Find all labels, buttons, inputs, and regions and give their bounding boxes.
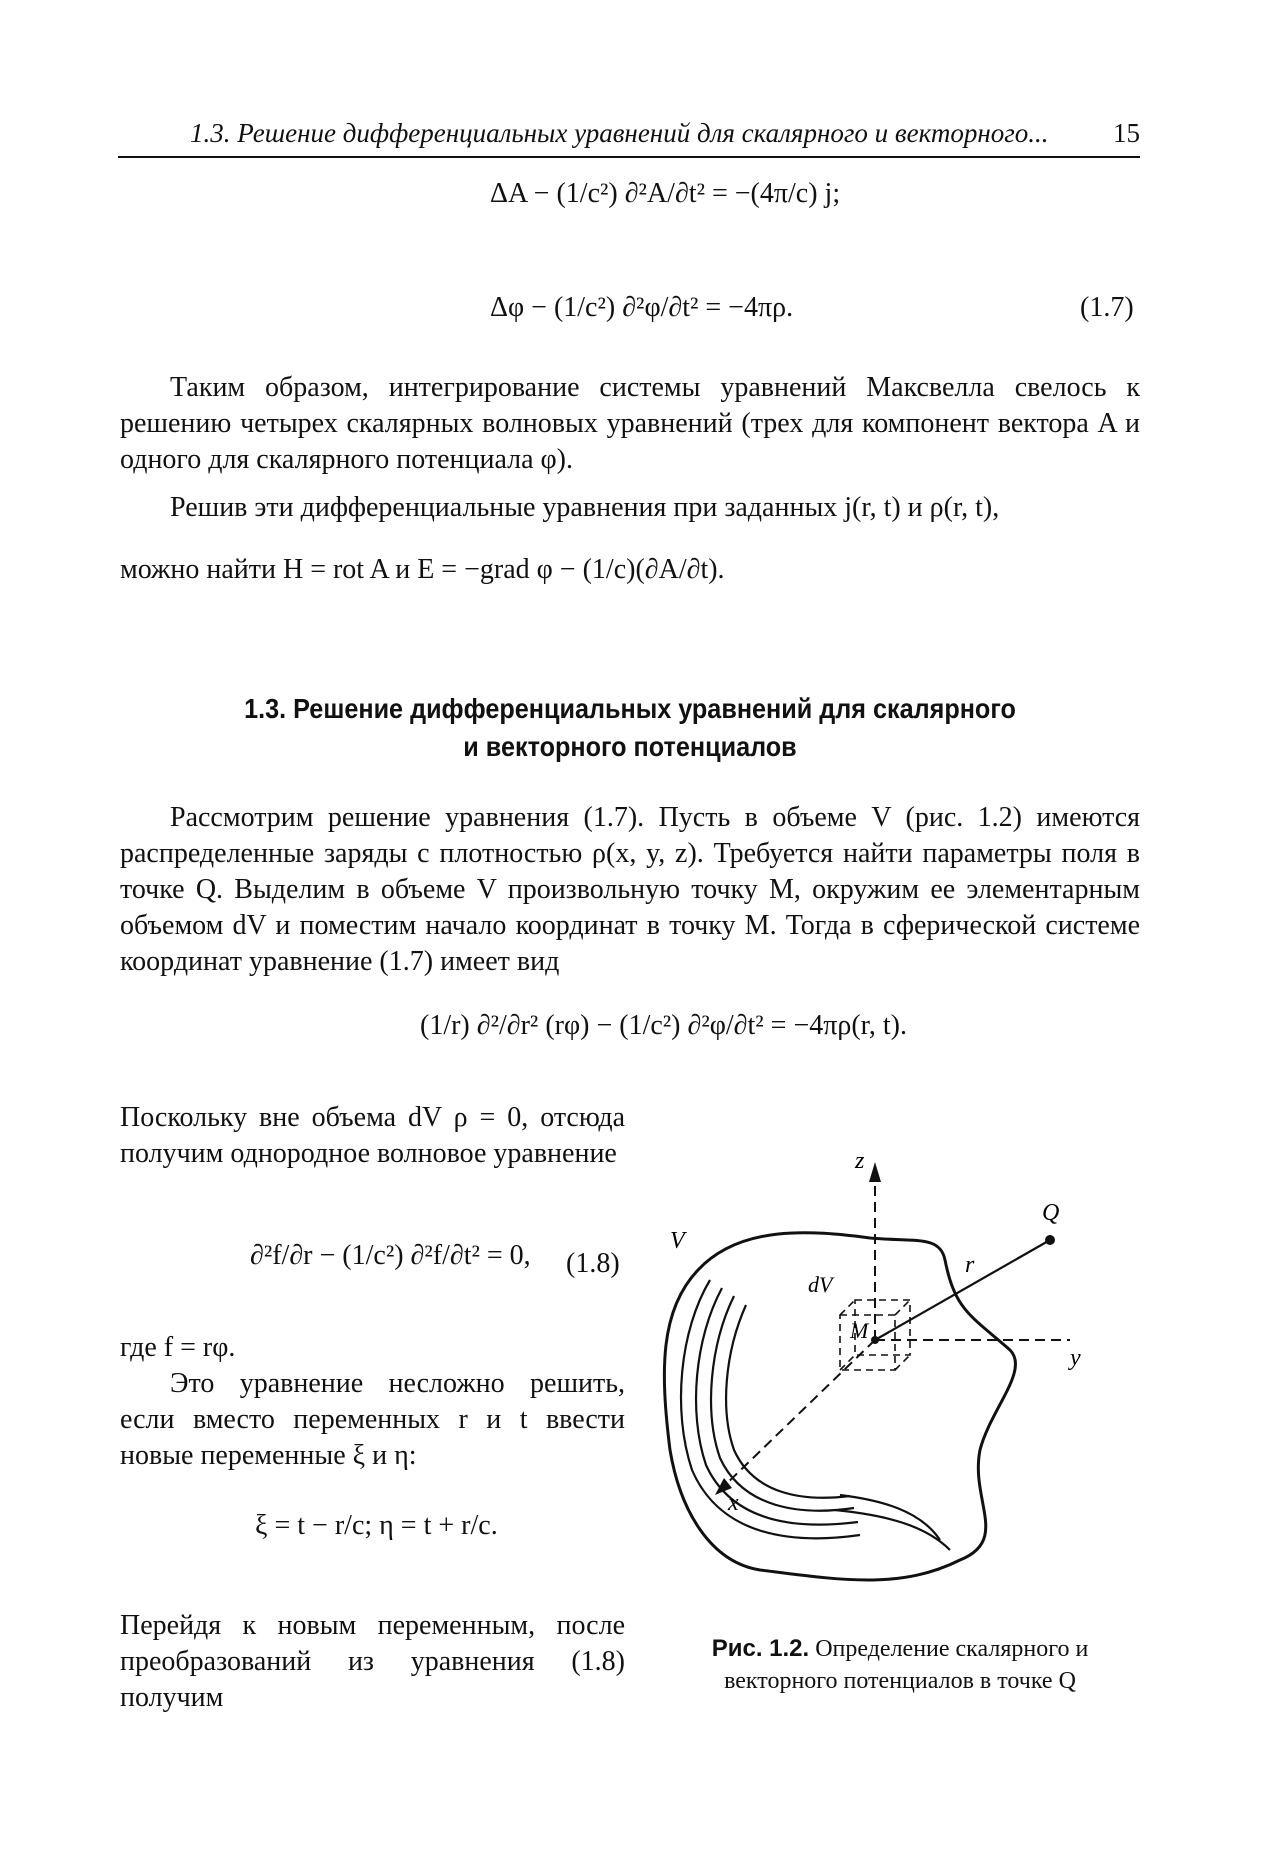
paragraph-2-start: Решив эти дифференциальные уравнения при заданных j(r, t) и ρ(r, t), (170, 492, 1000, 523)
paragraph-4: Поскольку вне объема dV ρ = 0, отсюда получим однородное волновое уравнение (120, 1102, 625, 1169)
volume-outline (664, 1233, 1015, 1580)
figure-caption-text: Определение скалярного и векторного потенциалов в точке Q (724, 1636, 1089, 1694)
label-dv: dV (808, 1272, 833, 1297)
point-q (1045, 1235, 1055, 1245)
running-title: 1.3. Решение дифференциальных уравнений для скалярного и векторного... (190, 118, 1049, 148)
paragraph-5: где f = rφ. (120, 1332, 236, 1363)
equation-a (490, 178, 840, 210)
label-x: x (728, 1490, 739, 1516)
equation-phi (490, 292, 793, 324)
label-y: y (1070, 1345, 1081, 1371)
paragraph-7: Перейдя к новым переменным, после преобразований из уравнения (1.8) получим (120, 1610, 625, 1713)
point-m (871, 1336, 879, 1344)
equation-xi-eta (255, 1510, 498, 1542)
equation-label-1-7: (1.7) (1080, 292, 1134, 323)
running-header (190, 112, 1140, 158)
label-z: z (855, 1150, 865, 1174)
paragraph-1: Таким образом, интегрирование системы уравнений Максвелла свелось к решению четырех скалярных волновых уравнений (трех для компонент вектора A и одного для скалярного потенциала φ). (120, 372, 1140, 475)
eq-phi-text: Δφ − (1/c²) ∂²φ/∂t² = −4πρ. (490, 292, 794, 323)
label-v: V (670, 1228, 685, 1254)
figure-caption-label: Рис. 1.2. (711, 1635, 810, 1662)
z-axis-arrow (869, 1162, 881, 1182)
equation-1-8 (250, 1240, 531, 1272)
section-title-line-1: 1.3. Решение дифференциальных уравнений для скалярного (244, 693, 1016, 724)
equation-spherical (420, 1010, 907, 1042)
paragraph-2-end: можно найти H = rot A и E = −grad φ − (1/c)(∂A/∂t). (120, 554, 725, 585)
eq-1-8-text: ∂²f/∂r − (1/c²) ∂²f/∂t² = 0, (250, 1240, 531, 1271)
paragraph-6: Это уравнение несложно решить, если вместо переменных r и t ввести новые переменные ξ и η: (120, 1368, 625, 1471)
eq-spherical-text: (1/r) ∂²/∂r² (rφ) − (1/c²) ∂²φ/∂t² = −4πρ(r, t). (420, 1010, 907, 1041)
eq-xi-eta-text: ξ = t − r/c; η = t + r/c. (255, 1510, 498, 1541)
label-r: r (965, 1252, 975, 1278)
header-rule (118, 156, 1140, 158)
figure-caption (660, 1633, 1140, 1697)
label-m: M (850, 1318, 869, 1343)
paragraph-3: Рассмотрим решение уравнения (1.7). Пусть в объеме V (рис. 1.2) имеются распределенные заряды с плотностью ρ(x, y, z). Требуется найти параметры поля в точке Q. Выделим в объеме V произвольную точку M, окружим ее элементарным объемом dV и поместим начало координат в точку M. Тогда в сферической системе координат уравнение (1.7) имеет вид (120, 802, 1140, 977)
section-title-line-2: и векторного потенциалов (463, 731, 797, 762)
eq-a-text: ΔA − (1/c²) ∂²A/∂t² = −(4π/c) j; (490, 178, 841, 209)
x-axis (720, 1340, 875, 1490)
page-number: 15 (1113, 118, 1140, 148)
r-vector (875, 1240, 1050, 1340)
equation-label-1-8: (1.8) (566, 1248, 620, 1279)
figure-1-2 (640, 1150, 1140, 1620)
inner-contour-4 (726, 1305, 850, 1498)
label-q: Q (1042, 1200, 1060, 1226)
